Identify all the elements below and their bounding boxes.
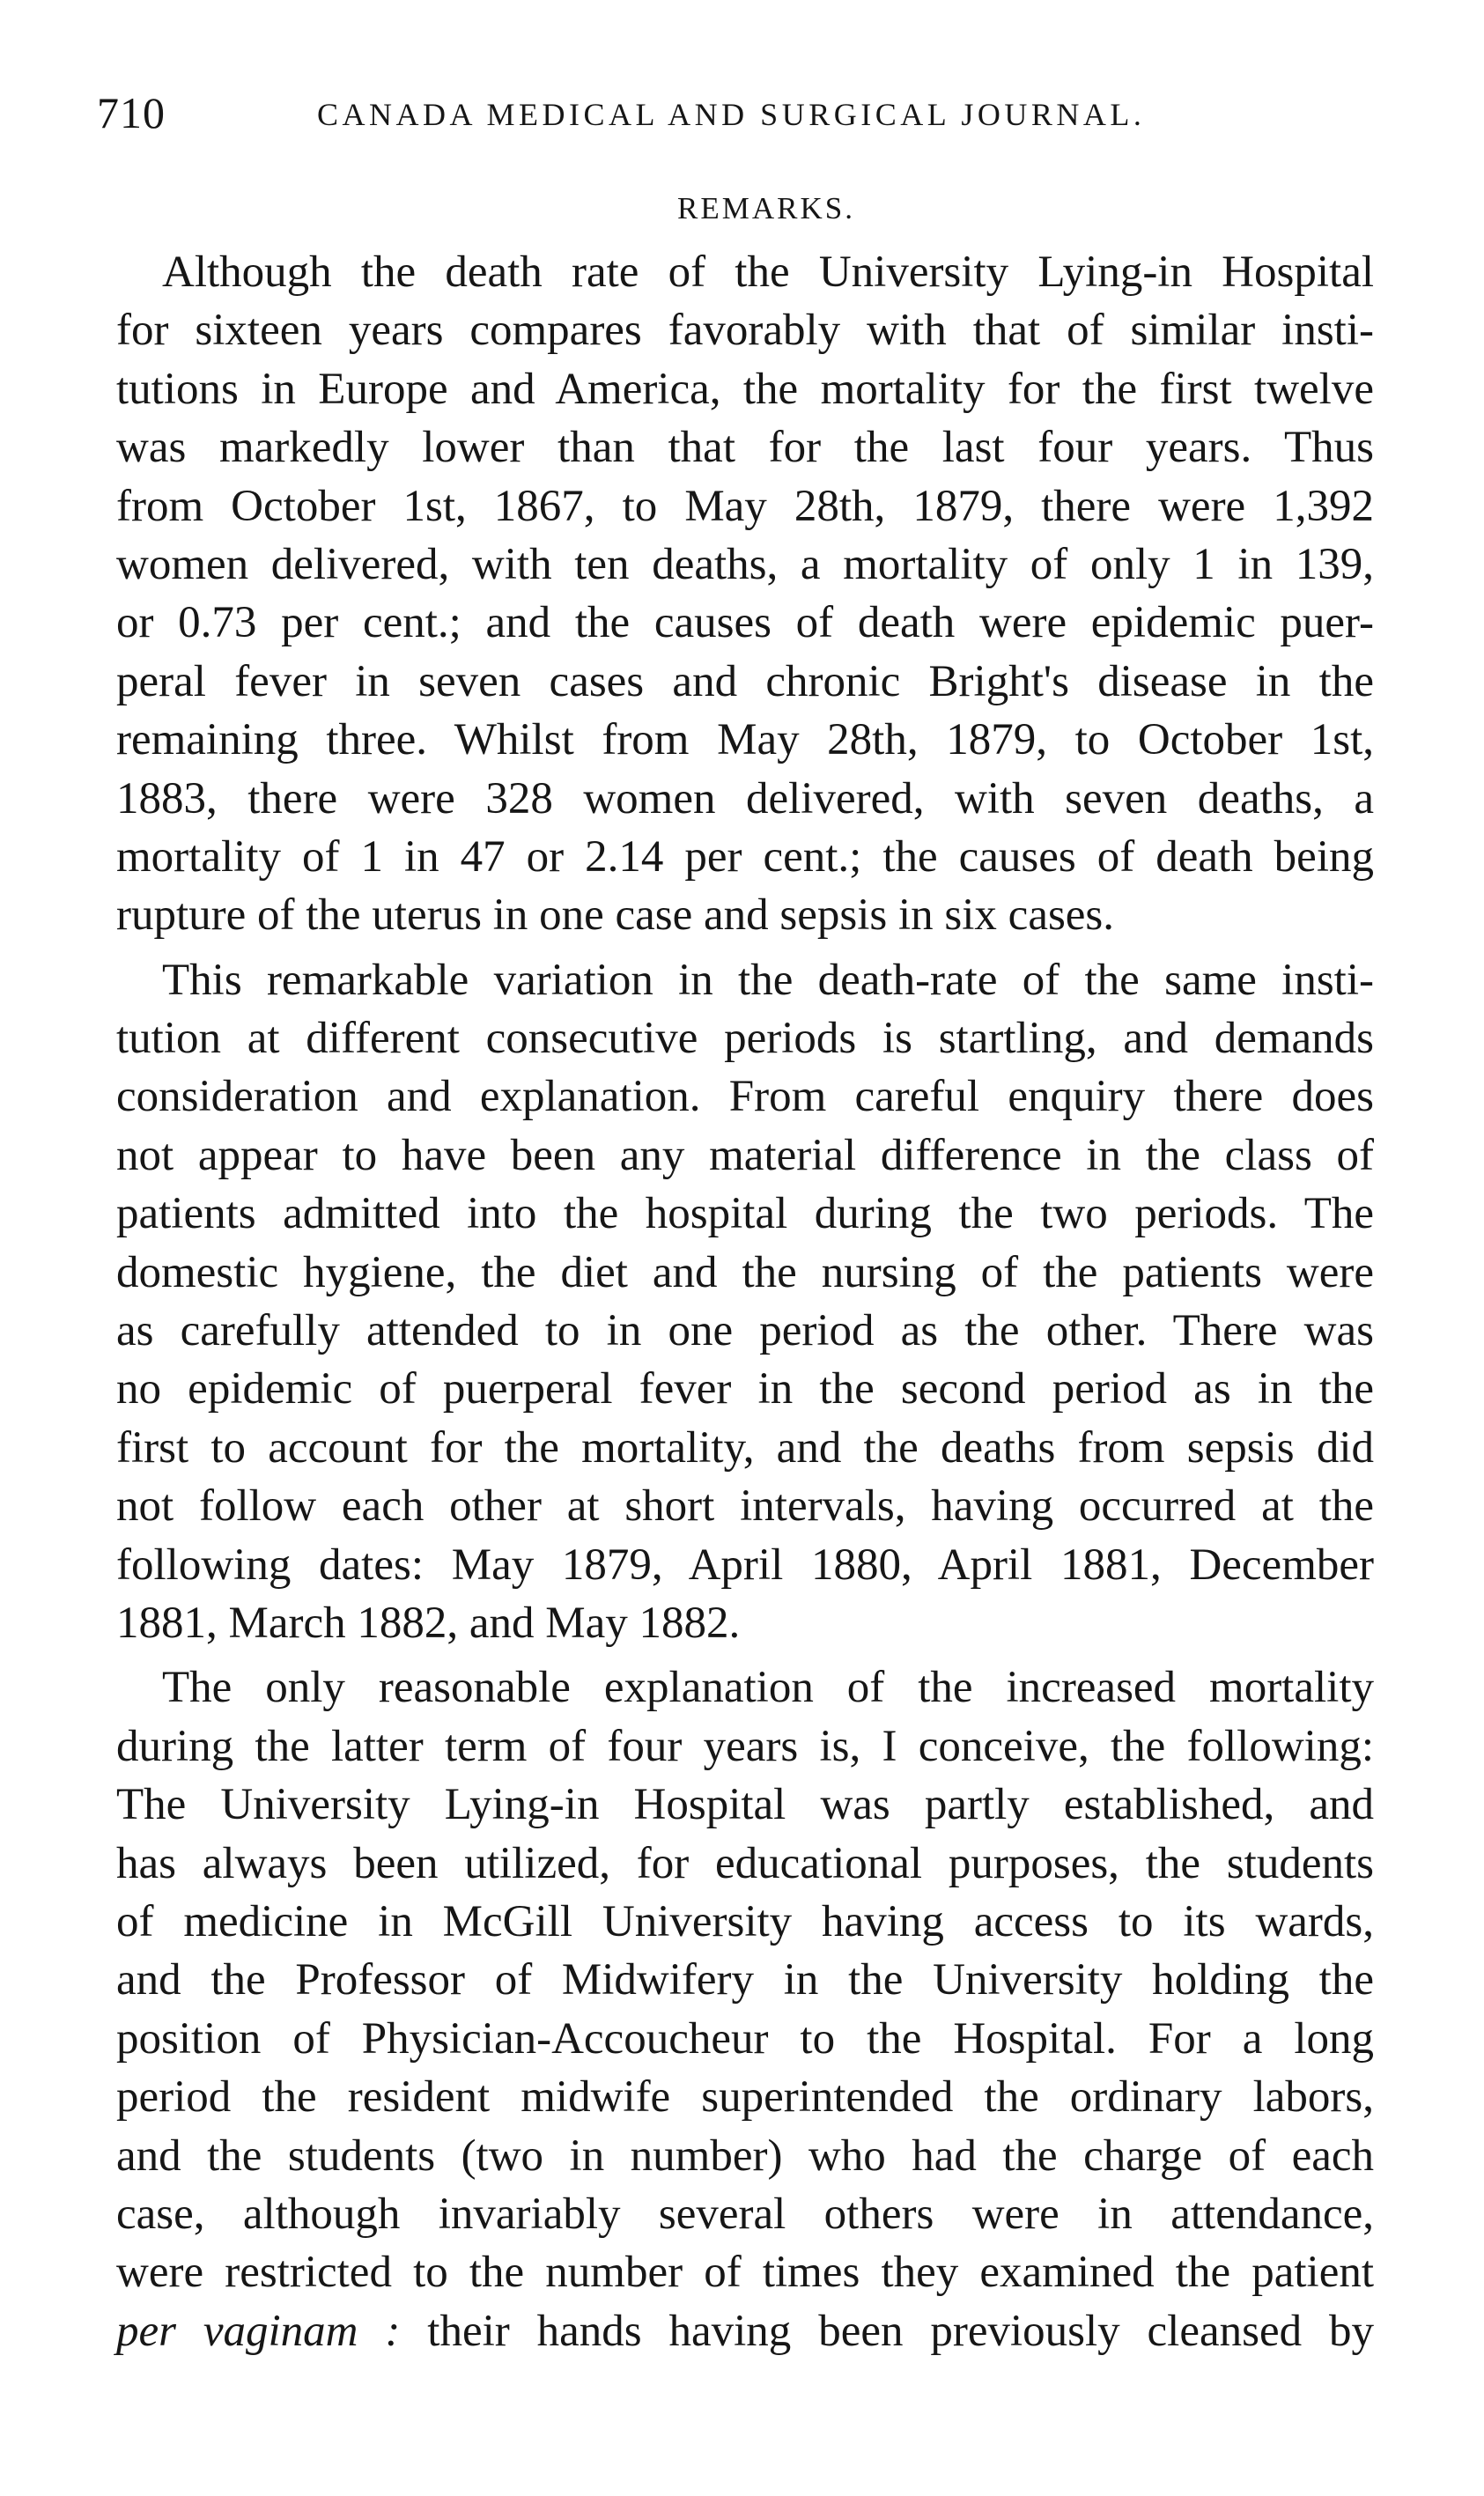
paragraph-3 [116,1658,1374,2360]
text-line: peral fever in seven cases and chronic Bright's disease in the [116,656,1374,706]
text-line: 1881, March 1882, and May 1882. [116,1598,741,1648]
page-number: 710 [97,88,166,137]
text-line: no epidemic of puerperal fever in the second period as in the [116,1364,1374,1414]
text-line: case, although invariably several others were in attendance, [116,2189,1374,2239]
text-line-rest: their hands having been previously cleansed by [400,2306,1374,2356]
text-line-final [116,2302,1374,2360]
text-line: The only reasonable explanation of the increased mortality [162,1663,1374,1713]
paragraph-2 [116,951,1374,1653]
text-line: tutions in Europe and America, the mortality for the first twelve [116,364,1374,414]
text-line: and the Professor of Midwifery in the University holding the [116,1955,1374,2005]
text-line: of medicine in McGill University having access to its wards, [116,1896,1374,1946]
text-line: following dates: May 1879, April 1880, April 1881, December [116,1540,1374,1590]
text-line: for sixteen years compares favorably with that of similar insti- [116,306,1374,356]
text-line: women delivered, with ten deaths, a mortality of only 1 in 139, [116,539,1374,589]
journal-title: CANADA MEDICAL AND SURGICAL JOURNAL. [317,97,1146,132]
text-line: mortality of 1 in 47 or 2.14 per cent.; the causes of death being [116,831,1374,882]
text-line: not appear to have been any material difference in the class of [116,1130,1374,1180]
text-line: This remarkable variation in the death-rate of the same insti- [162,955,1374,1005]
italic-phrase: per vaginam : [116,2306,401,2356]
body-text [116,243,1374,2367]
text-line: patients admitted into the hospital during the two periods. The [116,1189,1374,1239]
text-line: was markedly lower than that for the last four years. Thus [116,423,1374,473]
text-line: has always been utilized, for educational purposes, the students [116,1838,1374,1888]
text-line: position of Physician-Accoucheur to the Hospital. For a long [116,2013,1374,2064]
section-heading: REMARKS. [677,191,855,225]
text-line: domestic hygiene, the diet and the nursing of the patients were [116,1247,1374,1297]
text-line: or 0.73 per cent.; and the causes of death were epidemic puer- [116,598,1374,648]
text-line: The University Lying-in Hospital was partly established, and [116,1780,1374,1830]
text-line: were restricted to the number of times they examined the patient [116,2248,1374,2298]
text-line: and the students (two in number) who had the charge of each [116,2130,1374,2181]
text-line: rupture of the uterus in one case and sepsis in six cases. [116,890,1115,941]
text-line: during the latter term of four years is, I conceive, the following: [116,1721,1374,1771]
text-line: first to account for the mortality, and the deaths from sepsis did [116,1422,1374,1473]
text-line: 1883, there were 328 women delivered, with seven deaths, a [116,773,1374,823]
text-line: from October 1st, 1867, to May 28th, 1879, there were 1,392 [116,481,1374,531]
text-line: period the resident midwife superintended the ordinary labors, [116,2072,1374,2123]
text-line: Although the death rate of the University Lying-in Hospital [162,247,1374,297]
paragraph-1 [116,243,1374,945]
text-line: as carefully attended to in one period as the other. There was [116,1306,1374,1356]
text-line: remaining three. Whilst from May 28th, 1879, to October 1st, [116,715,1374,765]
running-head [97,86,1409,139]
text-line: consideration and explanation. From careful enquiry there does [116,1072,1374,1122]
text-line: tution at different consecutive periods is startling, and demands [116,1014,1374,1064]
text-line: not follow each other at short intervals, having occurred at the [116,1481,1374,1532]
